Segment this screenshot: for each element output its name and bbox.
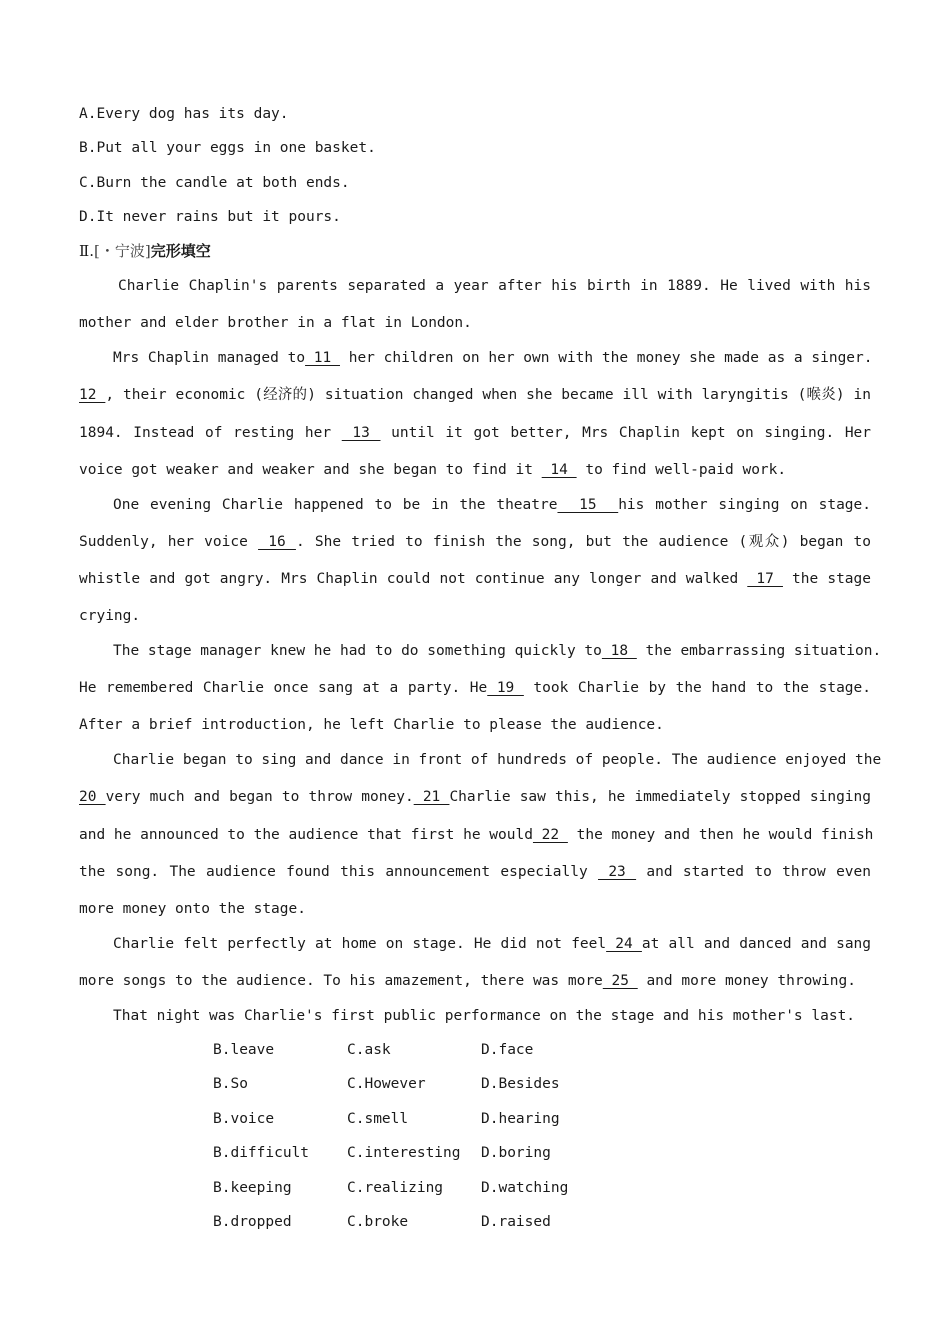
option-b: B.keeping — [213, 1180, 292, 1196]
option-d: D.hearing — [481, 1111, 560, 1127]
section-number: Ⅱ. — [79, 242, 94, 260]
option-c: C.realizing — [347, 1180, 444, 1196]
passage-p3-line1: One evening Charlie happened to be in the theatre 15 his mother singing on stage. — [113, 497, 871, 513]
passage-p4-line2: He remembered Charlie once sang at a party. He 19 took Charlie by the hand to the stage. — [79, 680, 871, 696]
passage-p3-line3: whistle and got angry. Mrs Chaplin could not continue any longer and walked 17 the stage — [79, 571, 871, 587]
passage-p5-line3: and he announced to the audience that first he would 22 the money and then he would finish — [79, 827, 874, 843]
blank-25: 25 — [602, 973, 638, 989]
blank-20: 20 — [79, 789, 106, 805]
option-c: C.broke — [347, 1214, 409, 1230]
blank-21: 21 — [413, 789, 450, 805]
section-title: 完形填空 — [150, 242, 211, 260]
passage-p4-line1: The stage manager knew he had to do something quickly to 18 the embarrassing situation. — [113, 643, 882, 659]
blank-14: 14 — [541, 462, 577, 478]
option-c: C.interesting — [347, 1145, 461, 1161]
blank-23: 23 — [598, 864, 637, 880]
option-c: C.However — [347, 1076, 426, 1092]
blank-15: 15 — [557, 497, 619, 513]
passage-p1-line1: Charlie Chaplin's parents separated a year after his birth in 1889. He lived with his — [118, 278, 871, 294]
blank-12: 12 — [79, 387, 106, 403]
passage-p2-line3: 1894. Instead of resting her 13 until it got better, Mrs Chaplin kept on singing. Her — [79, 425, 872, 441]
option-d: D.watching — [481, 1180, 569, 1196]
option-c: C.ask — [347, 1042, 391, 1058]
choice-a: A.Every dog has its day. — [79, 106, 289, 122]
option-b: B.voice — [213, 1111, 275, 1127]
section-source: [・宁波] — [93, 242, 151, 260]
blank-24: 24 — [606, 936, 642, 952]
blank-13: 13 — [341, 425, 381, 441]
option-b: B.leave — [213, 1042, 275, 1058]
option-d: D.face — [481, 1042, 534, 1058]
passage-p1-line2: mother and elder brother in a flat in London. — [79, 315, 472, 331]
blank-18: 18 — [601, 643, 637, 659]
passage-p5-line4: the song. The audience found this announcement especially 23 and started to throw even — [79, 864, 871, 880]
passage-p5-line1: Charlie began to sing and dance in front of hundreds of people. The audience enjoyed the — [113, 752, 882, 768]
option-d: D.Besides — [481, 1076, 560, 1092]
blank-17: 17 — [747, 571, 783, 587]
passage-p4-line3: After a brief introduction, he left Charlie to please the audience. — [79, 717, 664, 733]
option-b: B.So — [213, 1076, 248, 1092]
option-b: B.dropped — [213, 1214, 292, 1230]
choice-b: B.Put all your eggs in one basket. — [79, 140, 376, 156]
blank-11: 11 — [305, 350, 340, 366]
passage-p5-line2: 20 very much and began to throw money. 21 Charlie saw this, he immediately stopped singing — [79, 789, 871, 805]
option-c: C.smell — [347, 1111, 409, 1127]
blank-22: 22 — [532, 827, 568, 843]
blank-16: 16 — [258, 534, 296, 550]
passage-p3-line2: Suddenly, her voice 16 . She tried to finish the song, but the audience (观众) began to — [79, 534, 871, 550]
passage-p6-line2: more songs to the audience. To his amazement, there was more 25 and more money throwing. — [79, 973, 856, 989]
passage-p2-line4: voice got weaker and weaker and she began to find it 14 to find well-paid work. — [79, 462, 787, 478]
section-heading — [79, 241, 211, 261]
passage-p3-line4: crying. — [79, 608, 141, 624]
choice-c: C.Burn the candle at both ends. — [79, 175, 350, 191]
option-d: D.raised — [481, 1214, 551, 1230]
choice-d: D.It never rains but it pours. — [79, 209, 341, 225]
passage-p6-line1: Charlie felt perfectly at home on stage. He did not feel 24 at all and danced and sang — [113, 936, 872, 952]
passage-p2-line1: Mrs Chaplin managed to 11 her children on her own with the money she made as a singer. — [113, 350, 873, 366]
passage-p2-line2: 12 , their economic (经济的) situation changed when she became ill with laryngitis (喉炎) in — [79, 387, 871, 403]
passage-p5-line5: more money onto the stage. — [79, 901, 306, 917]
passage-p7-line1: That night was Charlie's first public performance on the stage and his mother's last. — [113, 1008, 856, 1024]
blank-19: 19 — [487, 680, 524, 696]
option-d: D.boring — [481, 1145, 551, 1161]
option-b: B.difficult — [213, 1145, 310, 1161]
